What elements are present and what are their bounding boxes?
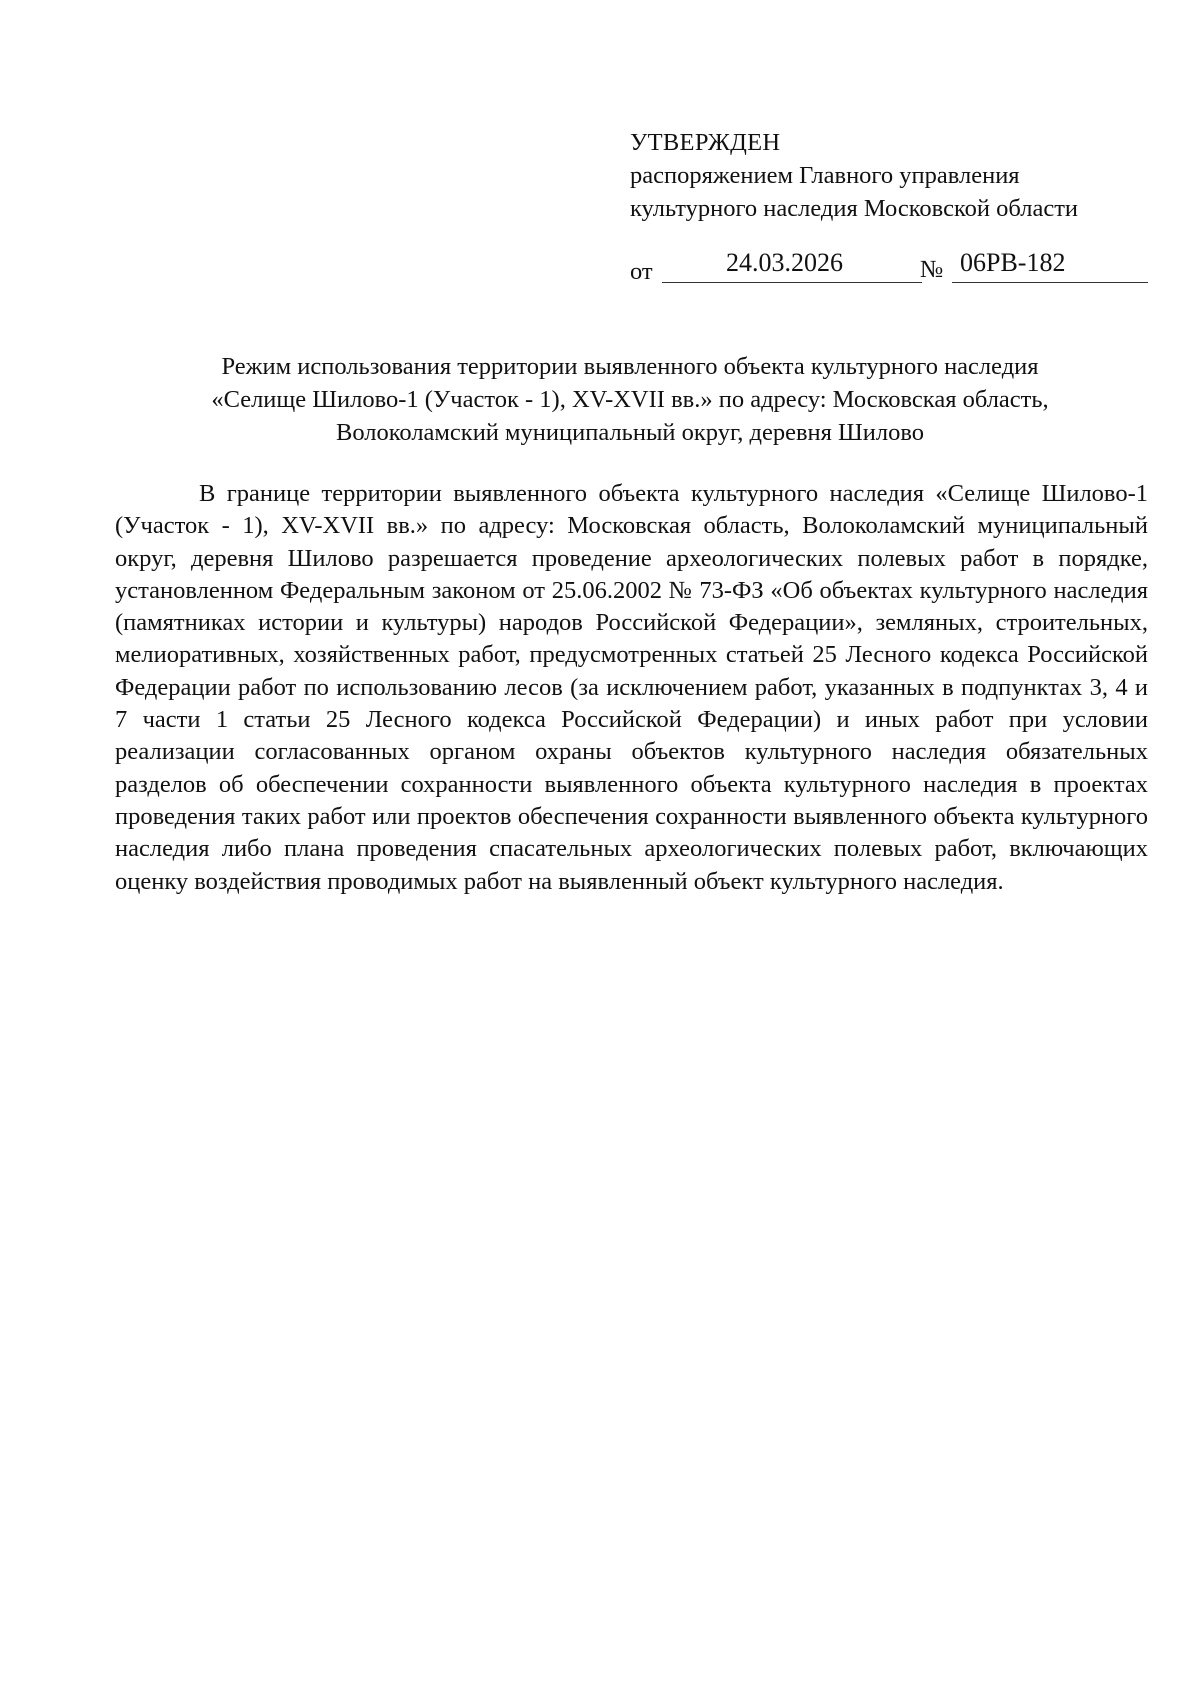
date-underline: [662, 282, 922, 283]
title-line-2: «Селище Шилово-1 (Участок - 1), XV-XVII вв.» по адресу: Московская область,: [211, 386, 1049, 413]
document-date: 24.03.2026: [726, 248, 843, 277]
document-reference: [630, 248, 1150, 286]
title-line-1: Режим использования территории выявленного объекта культурного наследия: [221, 353, 1039, 380]
date-label: от: [630, 258, 653, 285]
approval-authority-line-1: распоряжением Главного управления: [630, 162, 1020, 189]
approval-authority-line-2: культурного наследия Московской области: [630, 195, 1079, 222]
title-line-3: Волоколамский муниципальный округ, деревня Шилово: [335, 419, 925, 446]
number-sign: №: [920, 256, 944, 283]
body-paragraph: В границе территории выявленного объекта культурного наследия «Селище Шилово-1 (Участок - 1), XV-XVII вв.» по адресу: Московская область, Волоколамский муниципальный округ, деревня Шилово разрешается проведение археологических полевых работ в порядке, установленном Федеральным законом от 25.06.2002 № 73-ФЗ «Об объектах культурного наследия (памятниках истории и культуры) народов Российской Федерации», земляных, строительных, мелиоративных, хозяйственных работ, предусмотренных статьей 25 Лесного кодекса Российской Федерации работ по использованию лесов (за исключением работ, указанных в подпунктах 3, 4 и 7 части 1 статьи 25 Лесного кодекса Российской Федерации) и иных работ при условии реализации согласованных органом охраны объектов культурного наследия обязательных разделов об обеспечении сохранности выявленного объекта культурного наследия в проектах проведения таких работ или проектов обеспечения сохранности выявленного объекта культурного наследия либо плана проведения спасательных археологических полевых работ, включающих оценку воздействия проводимых работ на выявленный объект культурного наследия.: [115, 480, 1148, 895]
number-underline: [952, 282, 1148, 283]
document-number: 06РВ-182: [960, 248, 1066, 277]
approval-block: [630, 126, 1150, 225]
document-title: [110, 350, 1150, 449]
approval-heading: УТВЕРЖДЕН: [630, 129, 781, 156]
